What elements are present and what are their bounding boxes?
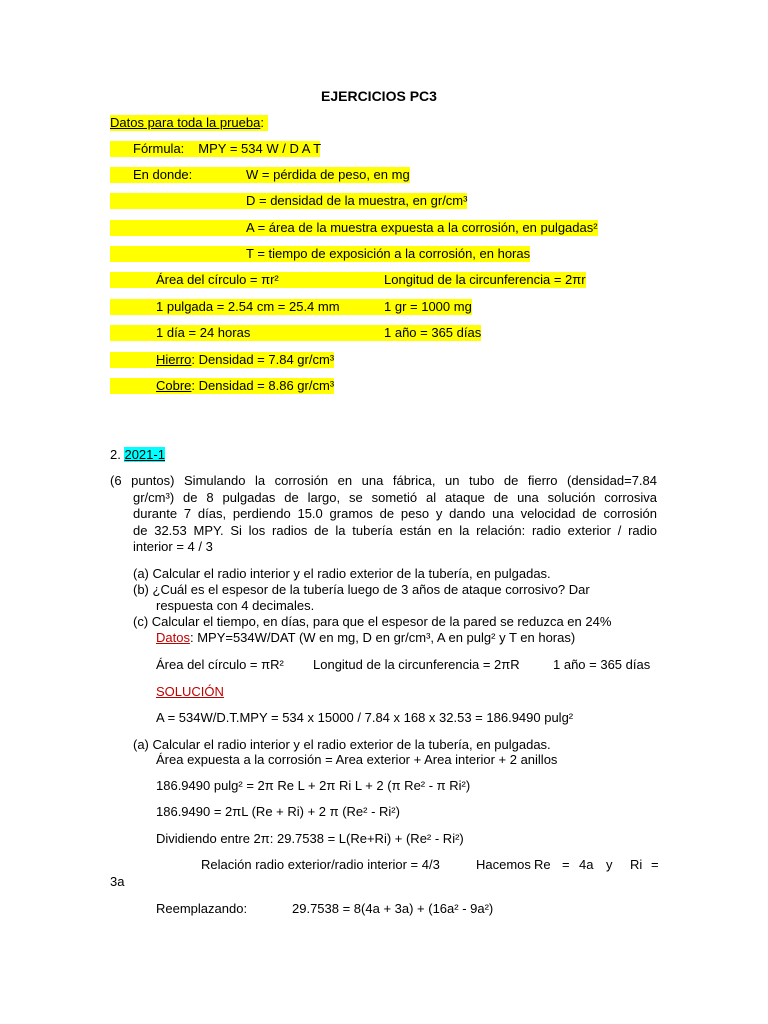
cobre-value: : Densidad = 8.86 gr/cm³	[191, 378, 335, 393]
solution-heading: SOLUCIÓN	[156, 684, 224, 699]
question-c: (c) Calcular el tiempo, en días, para que el espesor de la pared se reduzca en 24%	[133, 614, 612, 629]
cobre-label: Cobre	[156, 378, 192, 393]
question-b-line-2: respuesta con 4 decimales.	[156, 598, 315, 613]
page-title: EJERCICIOS PC3	[321, 88, 437, 104]
hierro-value: : Densidad = 7.84 gr/cm³	[191, 352, 335, 367]
solution-part-a: (a) Calcular el radio interior y el radio exterior de la tubería, en pulgadas.	[133, 737, 551, 752]
datos-heading-line	[110, 115, 268, 131]
problem-statement-line-2: gr/cm³) de 8 pulgadas de largo, se sometió al ataque de una solución corrosiva	[133, 490, 657, 505]
spacer-d	[110, 193, 246, 209]
problem-header	[110, 447, 165, 463]
datos-heading: Datos para toda la prueba	[110, 115, 261, 130]
datos-heading-colon: :	[260, 115, 264, 130]
hierro-line	[110, 352, 334, 368]
en-donde-label: En donde:	[110, 167, 246, 183]
conversion-anio: 1 año = 365 días	[384, 325, 482, 340]
problem-statement-line-3: durante 7 días, perdiendo 15.0 gramos de peso y dando una velocidad de corrosión	[133, 506, 657, 521]
formula-line	[110, 141, 320, 157]
equals-1: =	[562, 857, 570, 872]
y-word: y	[606, 857, 613, 872]
area-expuesta: Área expuesta a la corrosión = Area exterior + Area interior + 2 anillos	[156, 752, 558, 767]
three-a: 3a	[110, 874, 125, 889]
equation-3: Dividiendo entre 2π: 29.7538 = L(Re+Ri) + (Re² - Ri²)	[156, 831, 464, 846]
spacer-t	[110, 246, 246, 262]
d-definition: D = densidad de la muestra, en gr/cm³	[246, 193, 468, 208]
conversion-pulgada: 1 pulgada = 2.54 cm = 25.4 mm	[110, 299, 384, 315]
problem-number: 2.	[110, 447, 121, 462]
longitud-circunferencia-R: Longitud de la circunferencia = 2πR	[313, 657, 520, 672]
equation-2: 186.9490 = 2πL (Re + Ri) + 2 π (Re² - Ri²)	[156, 804, 400, 819]
area-circulo-R: Área del círculo = πR²	[156, 657, 284, 672]
a-definition: A = área de la muestra expuesta a la corrosión, en pulgadas²	[246, 220, 598, 235]
re-symbol: Re	[534, 857, 551, 872]
equals-2: =	[651, 857, 659, 872]
spacer-a	[110, 220, 246, 236]
w-definition: W = pérdida de peso, en mg	[246, 167, 410, 182]
problem-statement-first: puntos) Simulando la corrosión en una fábrica, un tubo de fierro (densidad=7.84	[131, 473, 657, 488]
hacemos-word: Hacemos	[476, 857, 531, 872]
datos-text: : MPY=534W/DAT (W en mg, D en gr/cm³, A en pulg² y T en horas)	[189, 630, 576, 645]
problem-statement-line-4: de 32.53 MPY. Si los radios de la tubería están en la relación: radio exterior / radio	[133, 523, 657, 538]
equation-1: 186.9490 pulg² = 2π Re L + 2π Ri L + 2 (π Re² - π Ri²)	[156, 778, 471, 793]
equation-area: A = 534W/D.T.MPY = 534 x 15000 / 7.84 x 168 x 32.53 = 186.9490 pulg²	[156, 710, 574, 725]
question-a: (a) Calcular el radio interior y el radio exterior de la tubería, en pulgadas.	[133, 566, 551, 581]
relacion-text: Relación radio exterior/radio interior = 4/3	[201, 857, 440, 872]
hierro-label: Hierro	[156, 352, 192, 367]
anio-R: 1 año = 365 días	[553, 657, 651, 672]
conversion-gramo: 1 gr = 1000 mg	[384, 299, 472, 314]
area-circulo: Área del círculo = πr²	[110, 272, 384, 288]
reemplazando-equation: 29.7538 = 8(4a + 3a) + (16a² - 9a²)	[292, 901, 494, 916]
ri-symbol: Ri	[630, 857, 643, 872]
reemplazando-label: Reemplazando:	[156, 901, 248, 916]
datos-line	[156, 630, 575, 646]
problem-statement-line-5: interior = 4 / 3	[133, 539, 213, 554]
question-b-line-1: (b) ¿Cuál es el espesor de la tubería luego de 3 años de ataque corrosivo? Dar	[133, 582, 590, 597]
formula-text: MPY = 534 W / D A T	[198, 141, 322, 156]
datos-label: Datos	[156, 630, 190, 645]
t-definition: T = tiempo de exposición a la corrosión, en horas	[246, 246, 531, 261]
formula-label: Fórmula:	[133, 141, 185, 156]
longitud-circunferencia: Longitud de la circunferencia = 2πr	[384, 272, 586, 287]
cobre-line	[110, 378, 334, 394]
problem-tag: 2021-1	[124, 447, 165, 462]
conversion-dia: 1 día = 24 horas	[110, 325, 384, 341]
problem-points: (6	[110, 473, 122, 488]
four-a: 4a	[579, 857, 594, 872]
